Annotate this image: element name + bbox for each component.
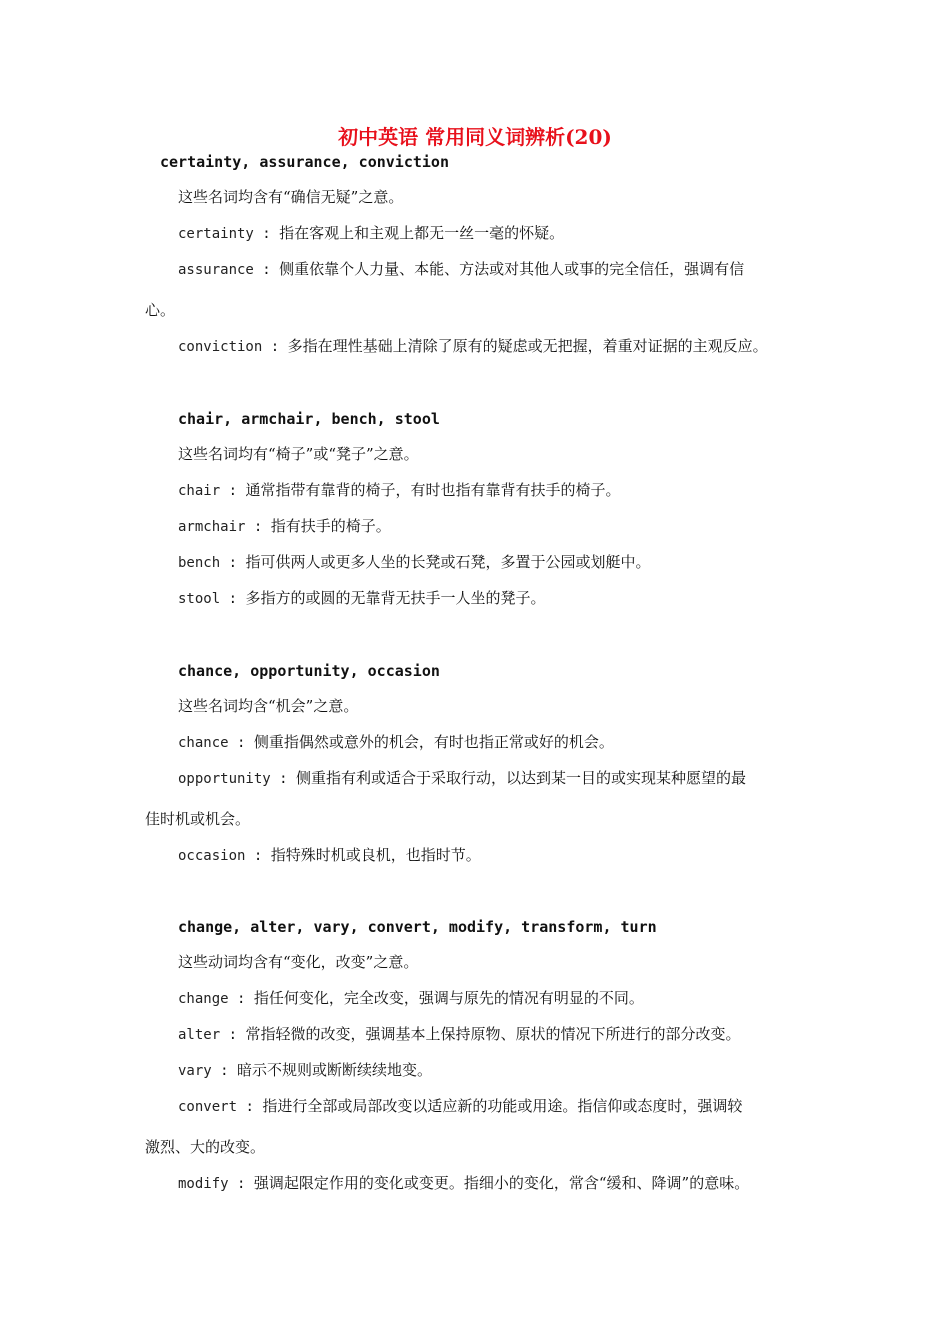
entry-definition: 指特殊时机或良机，也指时节。 [270, 846, 481, 864]
entry-definition: 多指在理性基础上清除了原有的疑虑或无把握，着重对证据的主观反应。 [287, 337, 768, 355]
section-intro: 这些名词均含“机会”之意。 [178, 697, 359, 715]
entry-row [178, 1060, 432, 1081]
entry-separator: : [270, 771, 297, 787]
entry-term: vary [178, 1063, 212, 1079]
section-intro: 这些名词均有“椅子”或“凳子”之意。 [178, 445, 419, 463]
entry-term: modify [178, 1176, 229, 1192]
entry-term: chair [178, 483, 221, 499]
entry-term: bench [178, 555, 221, 571]
entry-separator: : [245, 848, 271, 864]
entry-definition: 强调起限定作用的变化或变更。指细小的变化，常含“缓和、降调”的意味。 [253, 1174, 750, 1192]
entry-separator: : [228, 735, 254, 751]
entry-separator: : [220, 1027, 246, 1043]
entry-definition: 暗示不规则或断断续续地变。 [237, 1061, 433, 1079]
entry-definition-continued: 佳时机或机会。 [145, 810, 251, 828]
entry-term: assurance [178, 262, 254, 278]
entry-term: armchair [178, 519, 246, 535]
entry-row [178, 845, 481, 866]
entry-separator: : [245, 519, 271, 535]
entry-term: change [178, 991, 229, 1007]
entry-term: occasion [178, 848, 246, 864]
entry-separator: : [253, 226, 280, 242]
entry-term: alter [178, 1027, 221, 1043]
entry-row [178, 516, 391, 537]
entry-term: conviction [178, 339, 263, 355]
page-title: 初中英语 常用同义词辨析(20) [338, 125, 612, 149]
entry-definition: 侧重指偶然或意外的机会，有时也指正常或好的机会。 [253, 733, 614, 751]
entry-separator: : [220, 591, 246, 607]
section-heading: certainty, assurance, conviction [160, 153, 449, 171]
entry-term: stool [178, 591, 221, 607]
entry-separator: : [237, 1099, 263, 1115]
entry-definition: 指进行全部或局部改变以适应新的功能或用途。指信仰或态度时，强调较 [262, 1097, 743, 1115]
section-heading: chance, opportunity, occasion [178, 662, 440, 680]
entry-row [178, 1173, 749, 1194]
section-heading: chair, armchair, bench, stool [178, 410, 440, 428]
entry-row [178, 732, 614, 753]
entry-row [178, 259, 744, 280]
entry-definition: 通常指带有靠背的椅子，有时也指有靠背有扶手的椅子。 [245, 481, 621, 499]
entry-term: convert [178, 1099, 238, 1115]
entry-separator: : [228, 991, 254, 1007]
entry-definition: 指可供两人或更多人坐的长凳或石凳，多置于公园或划艇中。 [245, 553, 651, 571]
entry-separator: : [220, 483, 246, 499]
entry-row [178, 988, 644, 1009]
entry-definition-continued: 激烈、大的改变。 [145, 1138, 266, 1156]
entry-definition: 多指方的或圆的无靠背无扶手一人坐的凳子。 [245, 589, 546, 607]
entry-definition: 侧重指有利或适合于采取行动，以达到某一目的或实现某种愿望的最 [296, 769, 747, 787]
entry-definition: 常指轻微的改变，强调基本上保持原物、原状的情况下所进行的部分改变。 [245, 1025, 741, 1043]
entry-separator: : [262, 339, 288, 355]
entry-separator: : [220, 555, 246, 571]
section-intro: 这些动词均含有“变化，改变”之意。 [178, 953, 419, 971]
entry-separator: : [228, 1176, 254, 1192]
entry-definition: 指在客观上和主观上都无一丝一毫的怀疑。 [279, 224, 565, 242]
entry-row [178, 223, 564, 244]
entry-term: chance [178, 735, 229, 751]
entry-row [178, 552, 650, 573]
entry-row [178, 480, 620, 501]
entry-definition-continued: 心。 [145, 301, 176, 319]
section-intro: 这些名词均含有“确信无疑”之意。 [178, 188, 404, 206]
section-heading: change, alter, vary, convert, modify, transform, turn [178, 918, 657, 936]
entry-definition: 指有扶手的椅子。 [270, 517, 391, 535]
entry-definition: 指任何变化，完全改变，强调与原先的情况有明显的不同。 [253, 989, 644, 1007]
entry-separator: : [211, 1063, 238, 1079]
entry-term: opportunity [178, 771, 271, 787]
entry-definition: 侧重依靠个人力量、本能、方法或对其他人或事的完全信任，强调有信 [279, 260, 745, 278]
entry-row [178, 768, 746, 789]
entry-row [178, 1096, 742, 1117]
entry-row [178, 1024, 740, 1045]
entry-row [178, 336, 768, 357]
entry-term: certainty [178, 226, 254, 242]
entry-row [178, 588, 545, 609]
entry-separator: : [253, 262, 280, 278]
